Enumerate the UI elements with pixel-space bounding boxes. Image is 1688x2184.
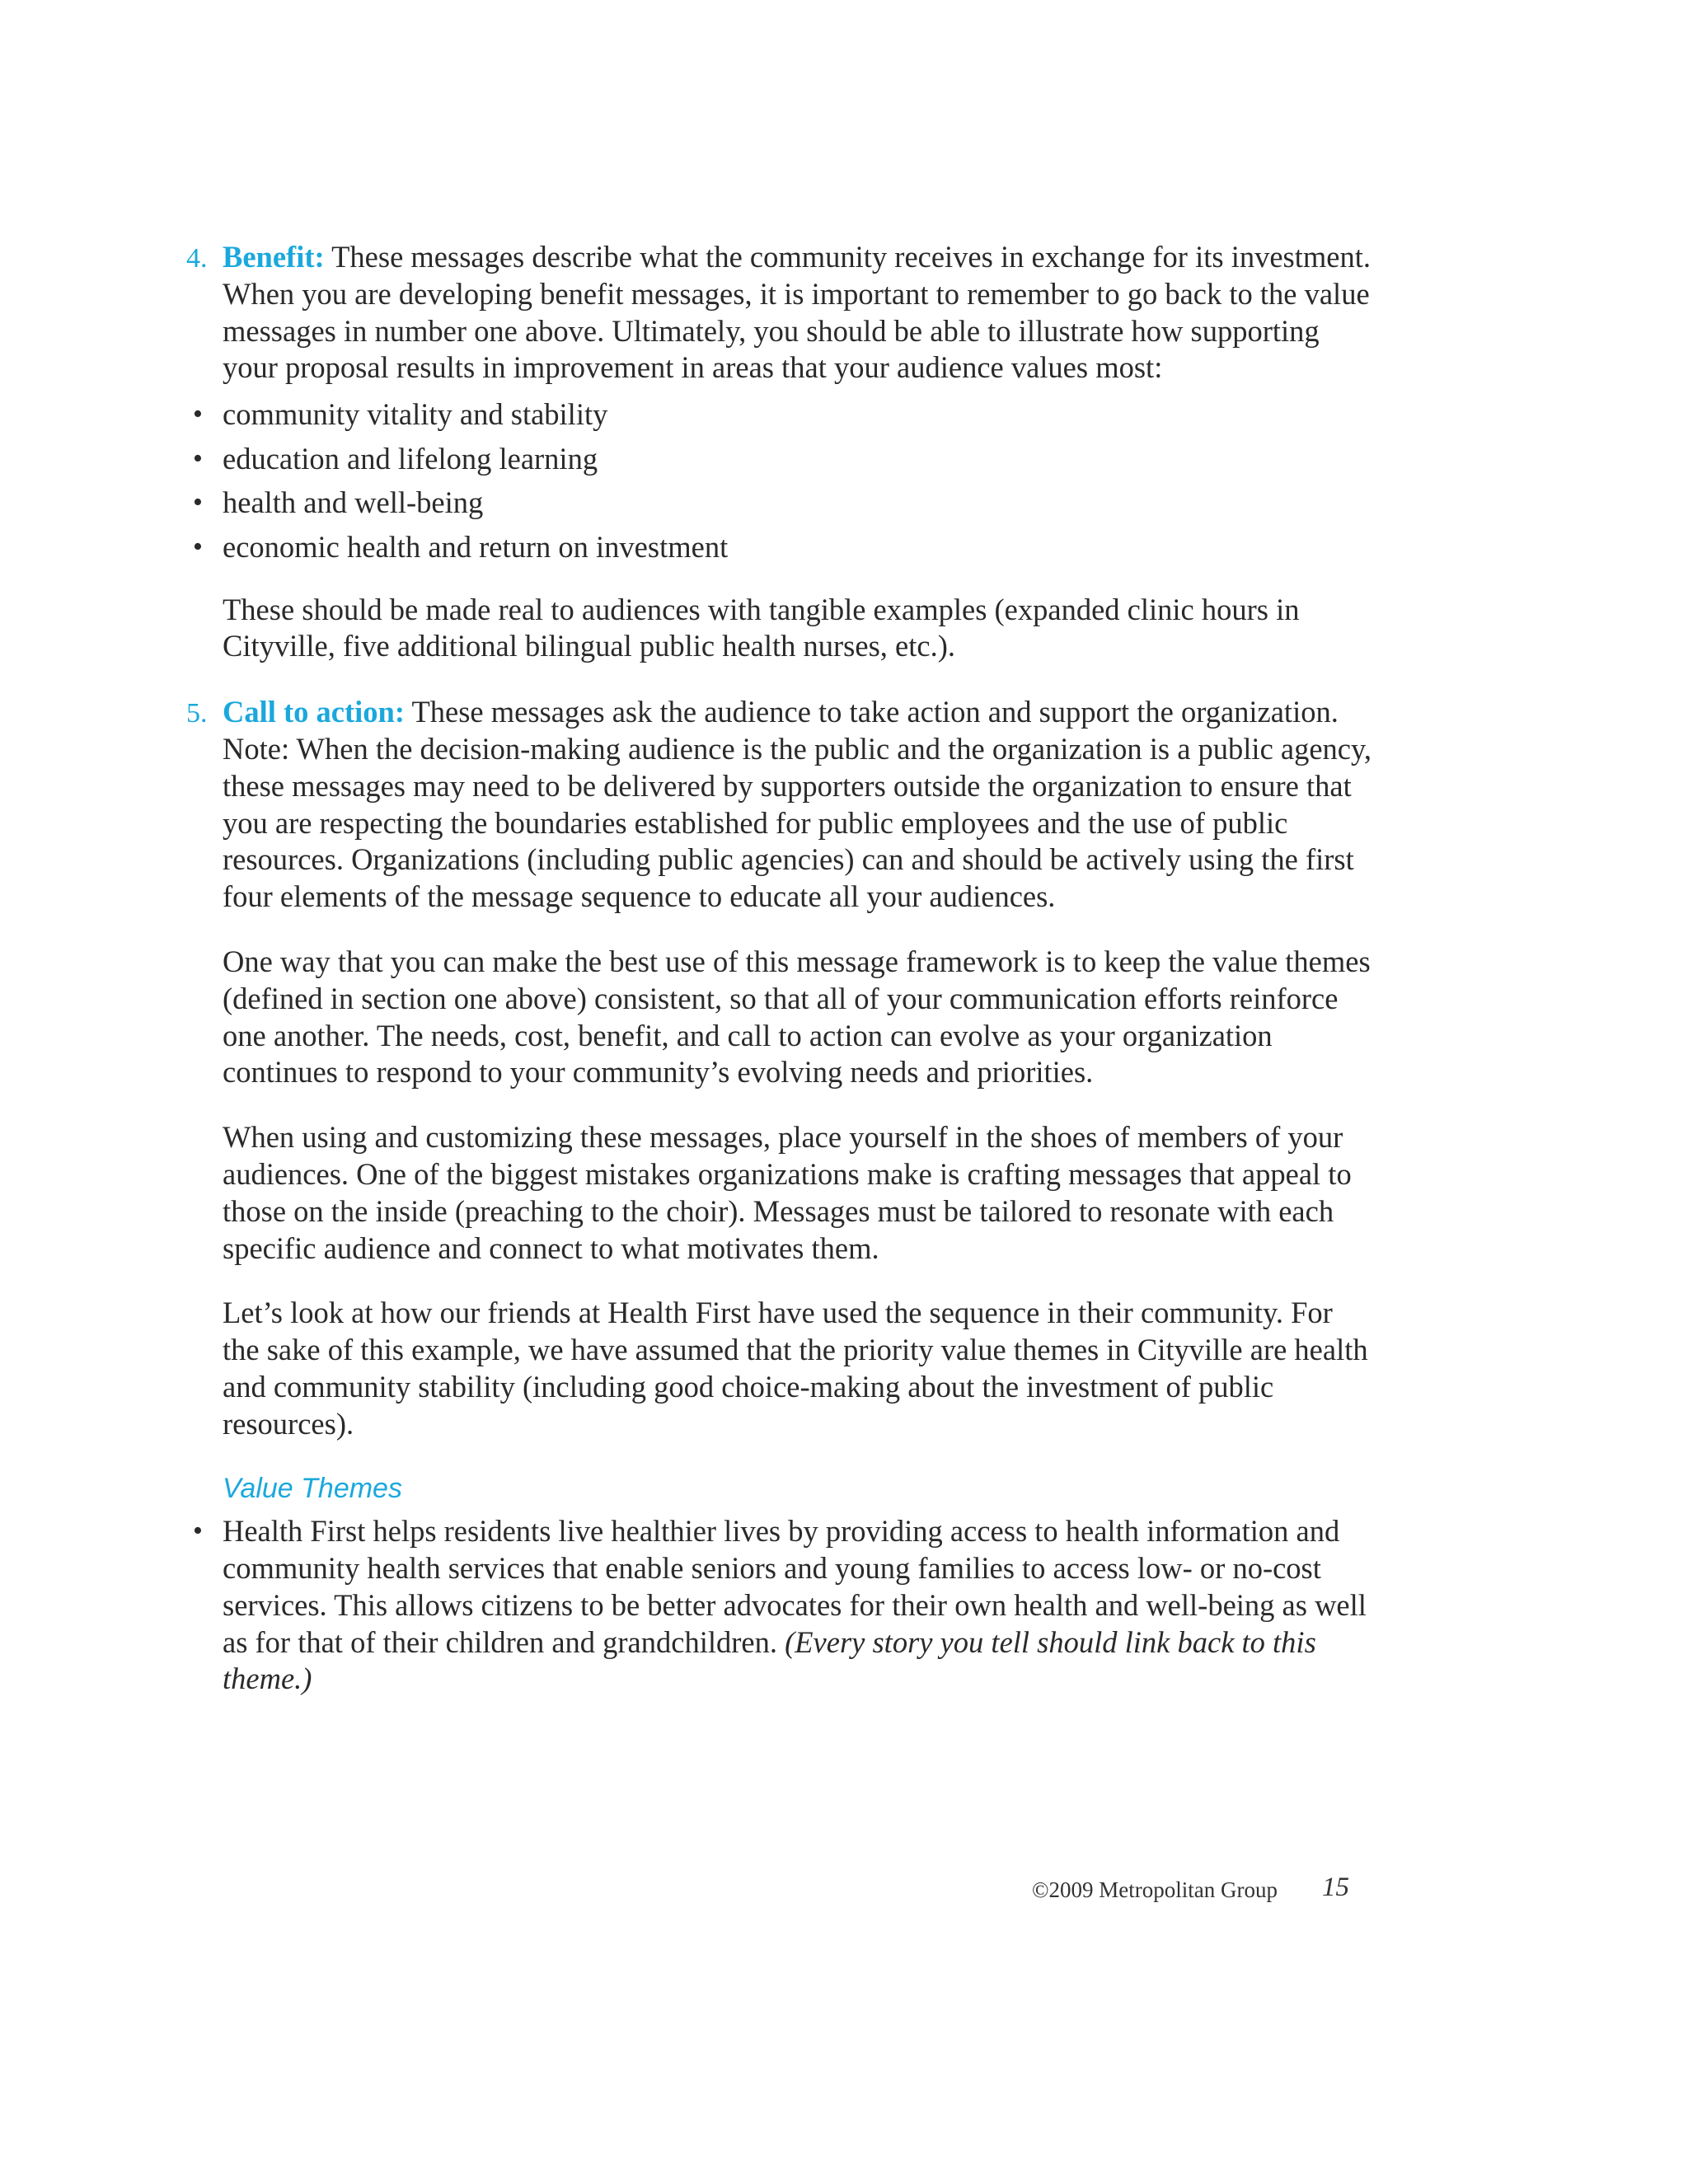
item-text: These messages ask the audience to take action and support the organization. Note: When the decision-making audience is the public and the organization is a public agency, these messages may need to be delivered by supporters outside the organization to ensure that you are respecting the boundaries established for public employees and the use of public resources. Organizations (including public agencies) can and should be actively using the first four elements of the message sequence to educate all your audiences. [223, 695, 1372, 914]
section-heading-value-themes: Value Themes [223, 1472, 402, 1504]
benefit-followup: These should be made real to audiences with tangible examples (expanded clinic hours in Cityville, five additional bilingual public health nurses, etc.). [223, 592, 1300, 663]
bullet-item: • economic health and return on investment [0, 525, 1688, 569]
item-text: These messages describe what the community receives in exchange for its investment. When you are developing benefit messages, it is important to remember to go back to the value messages in number one above. Ultimately, you should be able to illustrate how supporting your proposal results in improvement in areas that your audience values most: [223, 240, 1371, 385]
item-lead: Benefit: [223, 240, 325, 274]
item-number: 5. [186, 698, 208, 729]
value-theme-bullet [0, 1513, 1376, 1698]
bullet-item: • education and lifelong learning [0, 437, 1688, 481]
page-content [0, 239, 1688, 1698]
bullet-icon: • [193, 531, 203, 562]
bullet-item: • health and well-being [0, 480, 1688, 525]
benefit-bullet-list [0, 392, 1688, 569]
item-lead: Call to action: [223, 695, 405, 729]
paragraph: One way that you can make the best use of this message framework is to keep the value themes (defined in section one above) consistent, so that all of your communication efforts reinforce one another. The needs, cost, benefit, and call to action can evolve as your organization continues to respond to your community’s evolving needs and priorities. [223, 944, 1371, 1090]
bullet-icon: • [193, 399, 203, 430]
page-number: 15 [1322, 1872, 1349, 1902]
bullet-item: • community vitality and stability [0, 392, 1688, 437]
bullet-icon: • [193, 1516, 203, 1547]
value-theme-note: (Every story you tell should link back to this theme.) [223, 1624, 1316, 1696]
list-item-benefit [0, 239, 1376, 387]
paragraph: When using and customizing these messages, place yourself in the shoes of members of your audiences. One of the biggest mistakes organizations make is crafting messages that appeal to those on the inside (preaching to the choir). Messages must be tailored to resonate with each specific audience and connect to what motivates them. [223, 1120, 1352, 1265]
item-number: 4. [186, 243, 208, 274]
copyright-notice: ©2009 Metropolitan Group [1032, 1877, 1278, 1902]
list-item-call-to-action [0, 694, 1376, 916]
paragraph: Let’s look at how our friends at Health First have used the sequence in their community. For the sake of this example, we have assumed that the priority value themes in Cityville are health and community stability (including good choice-making about the investment of public resources). [223, 1296, 1368, 1441]
bullet-icon: • [193, 443, 203, 474]
value-theme-text: Health First helps residents live healthier lives by providing access to health information and community health services that enable seniors and young families to access low- or no-cost services. This allows citizens to be better advocates for their own health and well-being as well as for that of their children and grandchildren. [223, 1514, 1367, 1659]
bullet-icon: • [193, 487, 203, 518]
